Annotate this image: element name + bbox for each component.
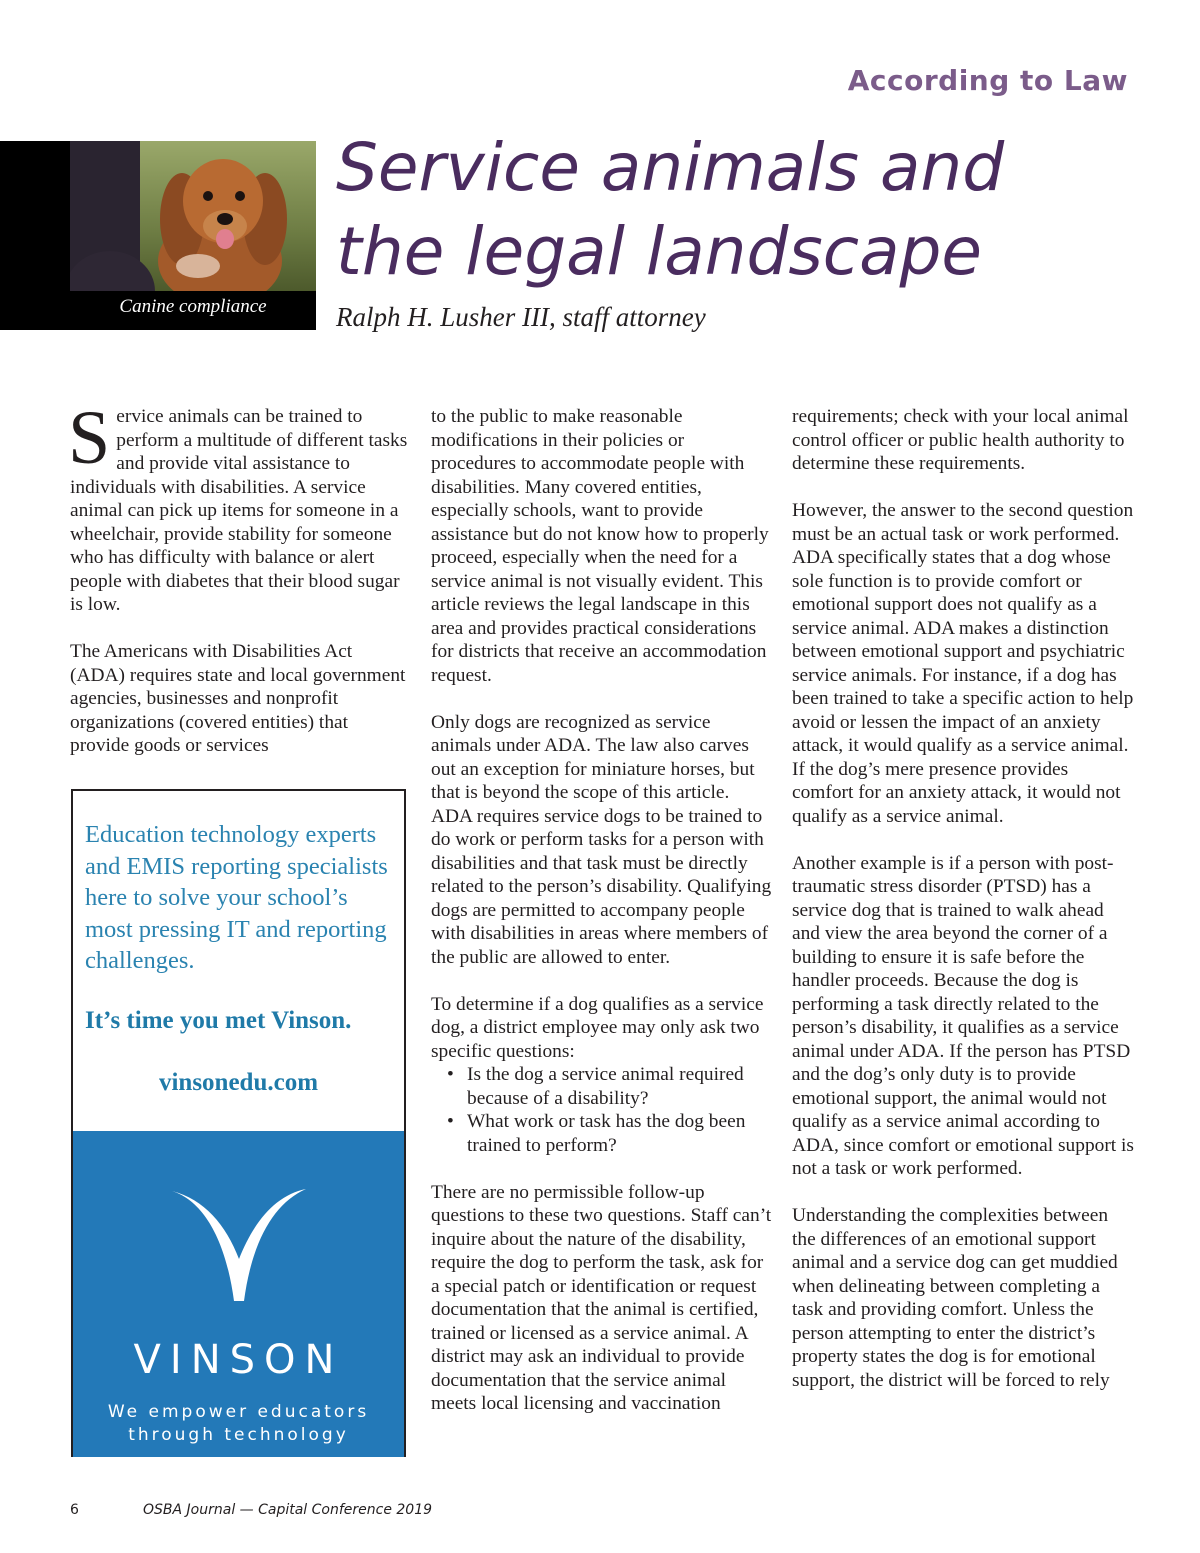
ad-tagline [73,1401,404,1447]
paragraph: Another example is if a person with post-traumatic stress disorder (PTSD) has a service dog that is trained to walk ahead and view the area beyond the corner of a building to ensure it is safe before the handler proceeds. Because the dog is performing a task directly related to the person’s disability, it qualifies as a service animal under ADA. If the person has PTSD and the dog’s only duty is to provide emotional support, the animal would not qualify as a service animal according to ADA, since comfort or emotional support is not a task or work performed. [792,852,1134,1179]
column-1 [68,396,410,781]
ad-tagline-line-2: through technology [128,1425,349,1445]
photo-caption: Canine compliance [119,296,267,317]
paragraph: requirements; check with your local animal control officer or public health authority to determine these requirements. [792,406,1129,474]
vinson-v-logo-icon [164,1181,314,1321]
list-item: • Is the dog a service animal required because of a disability? [467,1063,773,1110]
paragraph: to the public to make reasonable modifications in their policies or procedures to accommodate people with disabilities. Many covered entities, especially schools, want to provide assistance but do not know how to properly proceed, especially when the need for a service animal is not visually evident. This article reviews the legal landscape in this area and provides practical considerations for districts that receive an accommodation request. [431,406,769,686]
paragraph: Understanding the complexities between the differences of an emotional support animal and a service dog can get muddied when delineating between completing a task and providing comfort. Unless the person attempting to enter the district’s property states the dog is for emotional support, the district will be forced to rely [792,1205,1118,1391]
list-item: • What work or task has the dog been trained to perform? [467,1110,773,1157]
title-line-2: the legal landscape [336,213,983,290]
question-list [431,1063,773,1157]
byline: Ralph H. Lusher III, staff attorney [336,302,706,332]
paragraph [68,396,410,617]
column-2 [431,405,773,1439]
paragraph: There are no permissible follow-up questions to these two questions. Staff can’t inquire about the nature of the disability, require the dog to perform the task, ask for a special patch or identification or request documentation that the animal is certified, trained or licensed as a service animal. A district may ask an individual to provide documentation that the service animal meets local licensing and vaccination [431,1181,772,1414]
title-line-1: Service animals and [336,129,1005,206]
paragraph: To determine if a dog qualifies as a service dog, a district employee may only ask two specific questions: [431,993,764,1062]
journal-name: OSBA Journal — Capital Conference 2019 [143,1502,433,1518]
dog-photo [70,141,316,291]
ad-brand-panel [73,1131,404,1457]
column-3 [792,405,1134,1416]
ad-call-to-action: It’s time you met Vinson. [85,1007,352,1034]
section-label: According to Law [847,64,1128,97]
ad-body-text: Education technology experts and EMIS reporting specialists here to solve your school’s most pressing IT and reporting challenges. [85,821,388,974]
ad-brand-name: VINSON [133,1337,344,1383]
paragraph: The Americans with Disabilities Act (ADA) requires state and local government agencies, businesses and nonprofit organizations (covered entities) that provide goods or services [70,641,406,756]
ad-url-link[interactable]: vinsonedu.com [158,1069,319,1096]
page-number: 6 [70,1502,79,1518]
vinson-advertisement[interactable] [71,789,406,1457]
article-title [336,126,1004,294]
paragraph: Only dogs are recognized as service animals under ADA. The law also carves out an exception for miniature horses, but that is beyond the scope of this article. ADA requires service dogs to be trained to do work or perform tasks for a person with disabilities and that task must be directly related to the person’s disability. Qualifying dogs are permitted to accompany people with disabilities in areas where members of the public are allowed to enter. [431,711,772,968]
ad-tagline-line-1: We empower educators [107,1402,370,1422]
paragraph: However, the answer to the second question must be an actual task or work performed. ADA specifically states that a dog whose sole function is to provide comfort or emotional support does not qualify as a service animal. ADA makes a distinction between emotional support and psychiatric service animals. For instance, if a dog has been trained to take a specific action to help avoid or lessen the impact of an anxiety attack, it would qualify as a service animal. If the dog’s mere presence provides comfort for an anxiety attack, it would not qualify as a service animal. [792,500,1134,827]
drop-cap: S [68,396,111,480]
paragraph-text: ervice animals can be trained to perform a multitude of different tasks and provide vital assistance to individuals with disabilities. A service animal can pick up items for someone in a wheelchair, provide stability for someone who has difficulty with balance or alert people with diabetes that their blood sugar is low. [70,406,408,615]
